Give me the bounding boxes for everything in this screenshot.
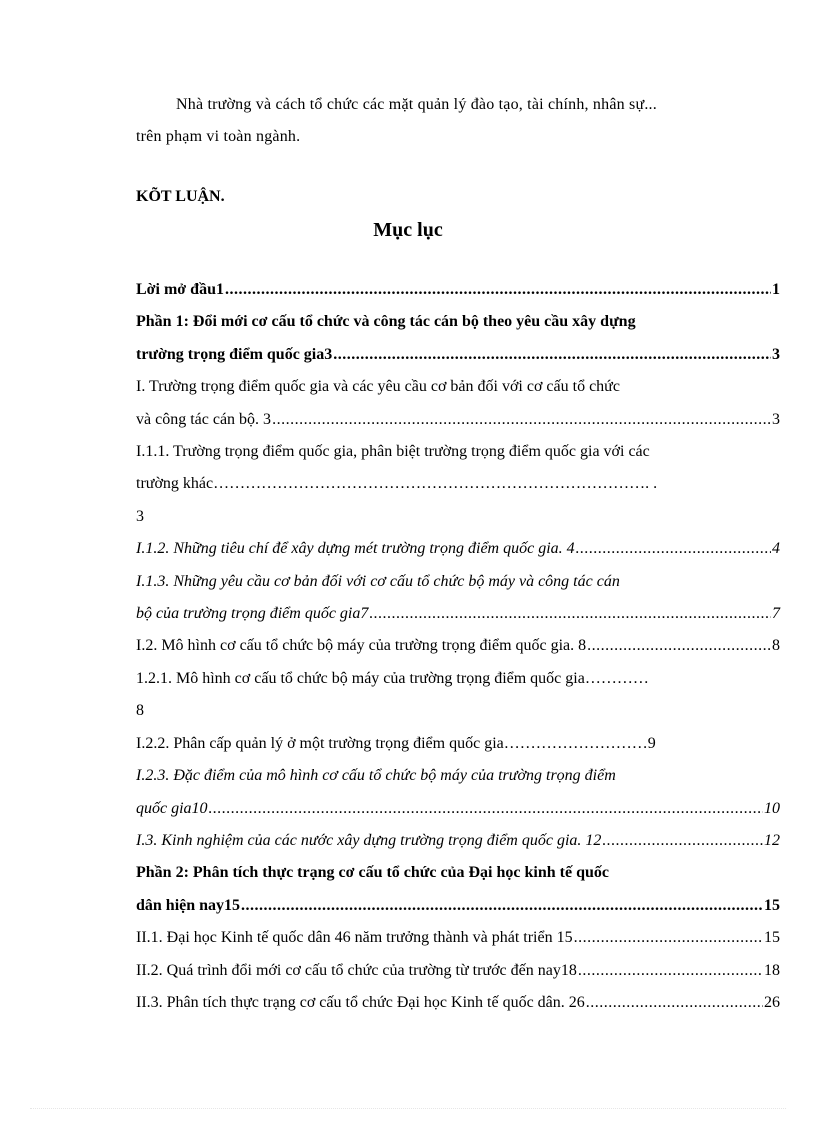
toc-entry[interactable] — [136, 663, 780, 728]
toc-leader — [241, 890, 763, 922]
toc-leader — [587, 630, 771, 662]
toc-entry-text: 1.2.1. Mô hình cơ cấu tổ chức bộ máy của trường trọng điểm quốc gia………… — [136, 669, 649, 687]
toc-page-number: 8 — [772, 637, 780, 655]
toc-entry-text: I.1.1. Trường trọng điểm quốc gia, phân biệt trường trọng điểm quốc gia với các — [136, 443, 650, 461]
toc-page-number: 1 — [772, 281, 780, 298]
toc-page-number: 7 — [772, 605, 780, 623]
toc-entry-text: I. Trường trọng điểm quốc gia và các yêu cầu cơ bản đối với cơ cấu tổ chức — [136, 378, 620, 396]
toc-entry-text: I.2.3. Đặc điểm của mô hình cơ cấu tổ chức bộ máy của trường trọng điểm — [136, 767, 616, 785]
toc-page-number: 3 — [772, 345, 780, 363]
intro-line-1-text: Nhà trường và cách tổ chức các mặt quản lý đào tạo, tài chính, nhân sự... — [176, 96, 657, 113]
toc-leader — [578, 955, 763, 987]
toc-page-number: 15 — [764, 896, 780, 914]
table-of-contents — [136, 274, 780, 1019]
toc-entry-text: quốc gia10 — [136, 799, 208, 817]
conclusion-heading: KÕT LUẬN. — [136, 188, 225, 205]
toc-entry-text: bộ của trường trọng điểm quốc gia7 — [136, 605, 369, 623]
toc-entry-text: I.2. Mô hình cơ cấu tổ chức bộ máy của trường trọng điểm quốc gia. 8 — [136, 637, 587, 655]
toc-entry[interactable] — [136, 436, 780, 533]
toc-entry[interactable] — [136, 825, 780, 857]
toc-page-number: 26 — [764, 993, 780, 1011]
toc-entry[interactable] — [136, 760, 780, 825]
toc-entry-text: và công tác cán bộ. 3 — [136, 410, 272, 428]
toc-page-number: 8 — [136, 702, 144, 720]
intro-paragraph — [136, 89, 776, 153]
toc-page-number: 10 — [764, 799, 780, 817]
toc-page-number: 4 — [772, 540, 780, 558]
intro-line-2 — [136, 121, 776, 153]
toc-entry-text: II.1. Đại học Kinh tế quốc dân 46 năm trưởng thành và phát triển 15 — [136, 929, 573, 947]
toc-leader — [602, 825, 763, 857]
toc-entry-text: I.2.2. Phân cấp quản lý ở một trường trọng điểm quốc gia……………………… — [136, 734, 648, 752]
toc-entry[interactable] — [136, 987, 780, 1019]
toc-page-number: 12 — [764, 831, 780, 849]
toc-entry[interactable] — [136, 274, 780, 306]
toc-leader — [574, 922, 763, 954]
intro-line-2-text: trên phạm vi toàn ngành. — [136, 128, 301, 145]
toc-entry-text: Phần 2: Phân tích thực trạng cơ cấu tổ chức của Đại học kinh tế quốc — [136, 864, 609, 882]
toc-entry-text: Phần 1: Đổi mới cơ cấu tổ chức và công tác cán bộ theo yêu cầu xây dựng — [136, 313, 636, 331]
toc-leader — [333, 339, 771, 371]
toc-entry-text: II.2. Quá trình đổi mới cơ cấu tổ chức của trường từ trước đến nay18 — [136, 961, 577, 979]
toc-title: Mục lục — [373, 219, 443, 241]
toc-page-number: 9 — [647, 734, 656, 752]
toc-entry-text: trường trọng điểm quốc gia3 — [136, 345, 333, 363]
toc-entry[interactable] — [136, 857, 780, 922]
toc-leader — [576, 533, 771, 565]
toc-leader — [209, 793, 763, 825]
toc-entry-text: II.3. Phân tích thực trạng cơ cấu tổ chức Đại học Kinh tế quốc dân. 26 — [136, 993, 585, 1011]
toc-page-number: 18 — [764, 961, 780, 979]
toc-entry-text: I.1.2. Những tiêu chí để xây dựng mét trường trọng điểm quốc gia. 4 — [136, 540, 575, 558]
toc-entry-text: Lời mở đầu1 — [136, 281, 224, 298]
toc-leader — [225, 274, 771, 306]
toc-entry-text: I.1.3. Những yêu cầu cơ bản đối với cơ cấu tổ chức bộ máy và công tác cán — [136, 572, 620, 590]
toc-entry[interactable] — [136, 955, 780, 987]
toc-page-number: 3 — [772, 410, 780, 428]
toc-leader — [586, 987, 763, 1019]
toc-entry[interactable] — [136, 922, 780, 954]
toc-entry[interactable] — [136, 306, 780, 371]
toc-page-number: 3 — [136, 507, 144, 525]
toc-entry[interactable] — [136, 566, 780, 631]
toc-entry-text: dân hiện nay15 — [136, 896, 241, 914]
toc-leader — [272, 404, 771, 436]
toc-entry[interactable] — [136, 728, 780, 760]
toc-entry-text: I.3. Kinh nghiệm của các nước xây dựng trường trọng điểm quốc gia. 12 — [136, 831, 602, 849]
page-footer-divider — [30, 1108, 786, 1109]
toc-entry-text: trường khác………………………………………………………………………. . — [136, 475, 658, 493]
toc-page-number: 15 — [764, 929, 780, 947]
toc-entry[interactable] — [136, 630, 780, 662]
toc-entry[interactable] — [136, 533, 780, 565]
toc-entry[interactable] — [136, 371, 780, 436]
intro-line-1 — [136, 89, 776, 121]
toc-leader — [369, 598, 771, 630]
